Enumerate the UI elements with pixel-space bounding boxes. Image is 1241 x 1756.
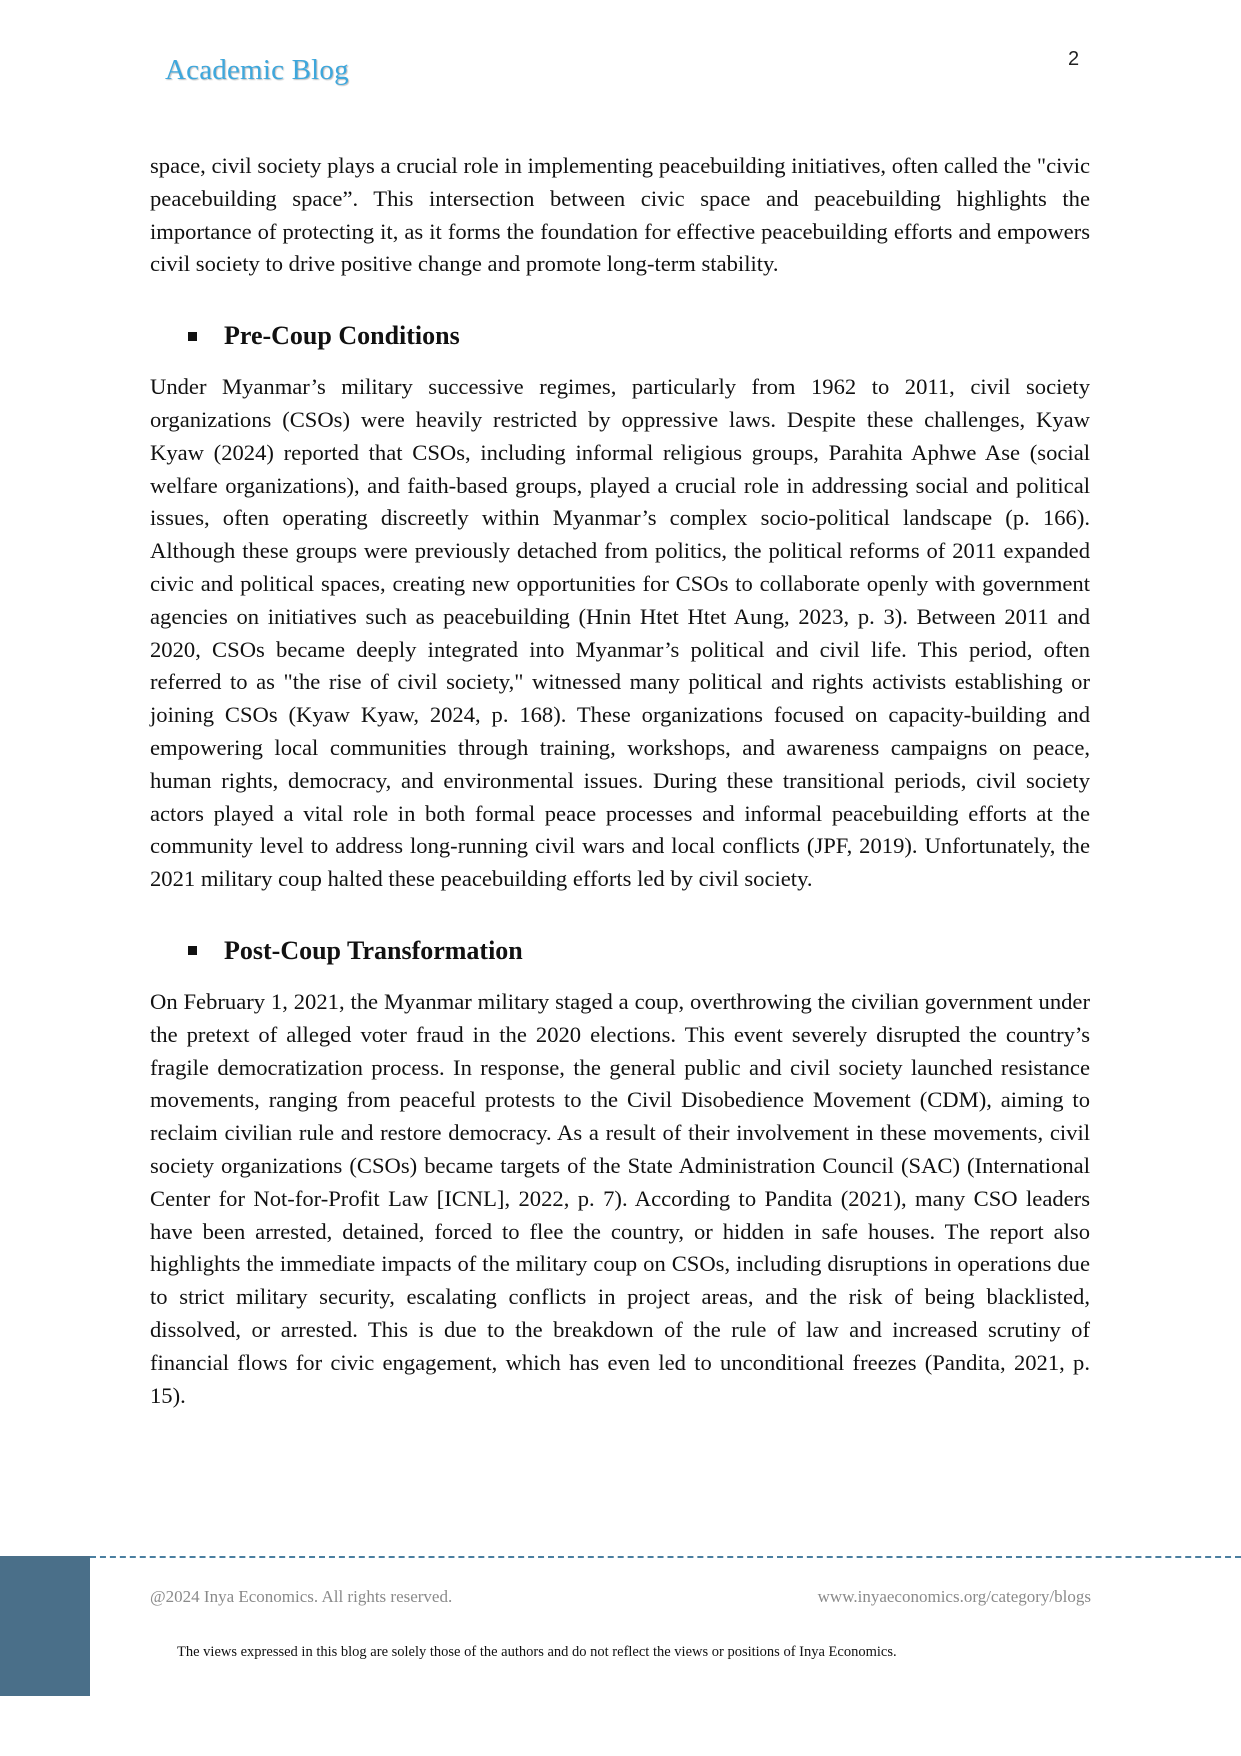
post-coup-paragraph: On February 1, 2021, the Myanmar military staged a coup, overthrowing the civilian government under the pretext of alleged voter fraud in the 2020 elections. This event severely disrupted the country’s fragile democratization process. In response, the general public and civil society launched resistance movements, ranging from peaceful protests to the Civil Disobedience Movement (CDM), aiming to reclaim civilian rule and restore democracy. As a result of their involvement in these movements, civil society organizations (CSOs) became targets of the State Administration Council (SAC) (International Center for Not-for-Profit Law [ICNL], 2022, p. 7). According to Pandita (2021), many CSO leaders have been arrested, detained, forced to flee the country, or hidden in safe houses. The report also highlights the immediate impacts of the military coup on CSOs, including disruptions in operations due to strict military security, escalating conflicts in project areas, and the risk of being blacklisted, dissolved, or arrested. This is due to the breakdown of the rule of law and increased scrutiny of financial flows for civic engagement, which has even led to unconditional freezes (Pandita, 2021, p. 15). (150, 988, 1090, 1408)
section-heading-label: Post-Coup Transformation (224, 935, 523, 965)
page-number: 2 (1068, 48, 1080, 70)
blog-title: Academic Blog (165, 54, 349, 86)
footer-accent-block (0, 1556, 90, 1696)
intro-paragraph: space, civil society plays a crucial role in implementing peacebuilding initiatives, often called the "civic peacebuilding space”. This intersection between civic space and peacebuilding highlights the importance of protecting it, as it forms the foundation for effective peacebuilding efforts and empowers civil society to drive positive change and promote long-term stability. (150, 153, 1090, 277)
pre-coup-paragraph: Under Myanmar’s military successive regimes, particularly from 1962 to 2011, civil society organizations (CSOs) were heavily restricted by oppressive laws. Despite these challenges, Kyaw Kyaw (2024) reported that CSOs, including informal religious groups, Parahita Aphwe Ase (social welfare organizations), and faith-based groups, played a crucial role in addressing social and political issues, often operating discreetly within Myanmar’s complex socio-political landscape (p. 166). Although these groups were previously detached from politics, the political reforms of 2011 expanded civic and political spaces, creating new opportunities for CSOs to collaborate openly with government agencies on initiatives such as peacebuilding (Hnin Htet Htet Aung, 2023, p. 3). Between 2011 and 2020, CSOs became deeply integrated into Myanmar’s political and civil life. This period, often referred to as "the rise of civil society," witnessed many political and rights activists establishing or joining CSOs (Kyaw Kyaw, 2024, p. 168). These organizations focused on capacity-building and empowering local communities through training, workshops, and awareness campaigns on peace, human rights, democracy, and environmental issues. During these transitional periods, civil society actors played a vital role in both formal peace processes and informal peacebuilding efforts at the community level to address long-running civil wars and local conflicts (JPF, 2019). Unfortunately, the 2021 military coup halted these peacebuilding efforts led by civil society. (150, 374, 1090, 892)
section-heading-pre-coup (150, 301, 1090, 371)
main-content (150, 150, 1090, 1412)
square-bullet-icon (188, 332, 197, 341)
square-bullet-icon (188, 946, 197, 955)
footer-disclaimer: The views expressed in this blog are solely those of the authors and do not reflect the views or positions of Inya Economics. (177, 1644, 897, 1660)
footer-divider (90, 1556, 1241, 1558)
section-heading-label: Pre-Coup Conditions (224, 321, 460, 351)
footer-url: www.inyaeconomics.org/category/blogs (817, 1587, 1091, 1606)
footer-copyright: @2024 Inya Economics. All rights reserved. (150, 1587, 453, 1606)
section-heading-post-coup (150, 916, 1090, 986)
